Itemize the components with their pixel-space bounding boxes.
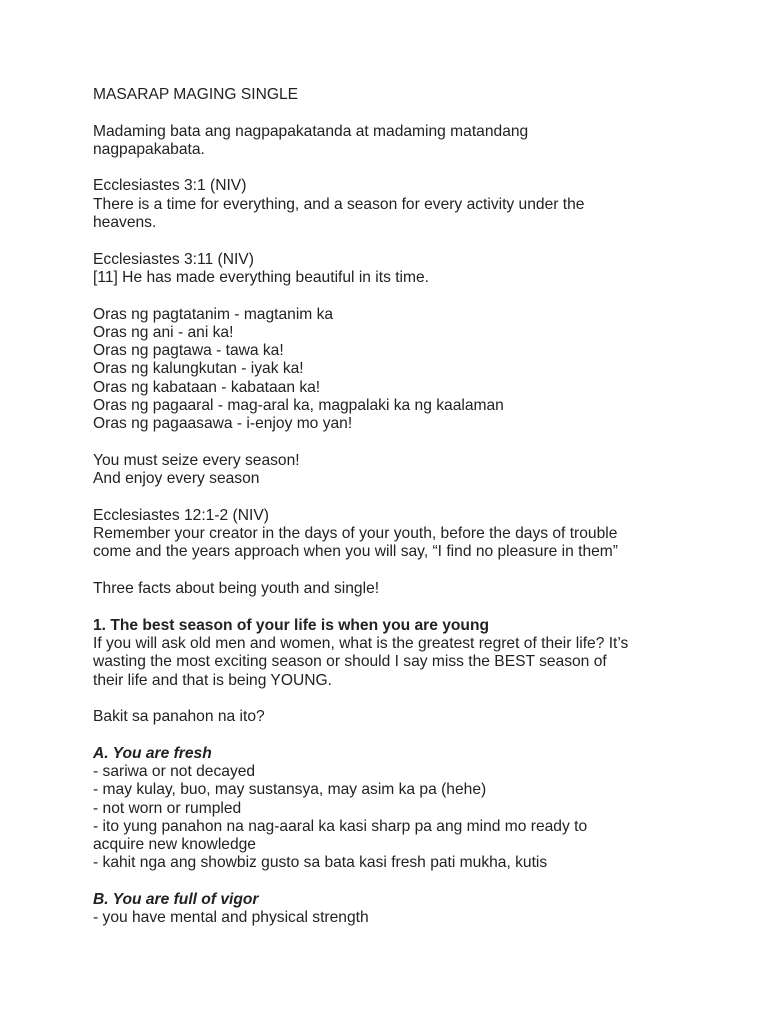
section-heading: B. You are full of vigor [93,891,259,909]
section-heading: A. You are fresh [93,744,212,762]
spacer [93,104,733,122]
bullet-line: - you have mental and physical strength [93,909,369,927]
oras-list-item: Oras ng pagaasawa - i-enjoy mo yan! [93,415,353,433]
paragraph-line: their life and that is being YOUNG. [93,671,332,689]
intro-line: nagpapakabata. [93,140,205,158]
point-heading: 1. The best season of your life is when you are young [93,616,489,634]
bullet-line: - sariwa or not decayed [93,762,256,780]
document-page [93,86,733,928]
seize-line: And enjoy every season [93,470,260,488]
spacer [93,489,733,507]
spacer [93,562,733,580]
oras-list-item: Oras ng pagaaral - mag-aral ka, magpalaki ka ng kaalaman [93,397,504,415]
paragraph-line: wasting the most exciting season or should I say miss the BEST season of [93,653,607,671]
oras-list-item: Oras ng pagtatanim - magtanim ka [93,305,334,323]
paragraph-line: If you will ask old men and women, what is the greatest regret of their life? It’s [93,634,629,652]
oras-list-item: Oras ng kabataan - kabataan ka! [93,378,321,396]
oras-list-item: Oras ng ani - ani ka! [93,323,234,341]
verse-text: Remember your creator in the days of your youth, before the days of trouble [93,525,618,543]
question-line: Bakit sa panahon na ito? [93,708,265,726]
verse-reference: Ecclesiastes 3:11 (NIV) [93,250,254,268]
bullet-line: - may kulay, buo, may sustansya, may asim ka pa (hehe) [93,781,487,799]
bullet-line: - kahit nga ang showbiz gusto sa bata kasi fresh pati mukha, kutis [93,854,548,872]
verse-text: come and the years approach when you will say, “I find no pleasure in them” [93,543,618,561]
bullet-line: - ito yung panahon na nag-aaral ka kasi sharp pa ang mind mo ready to [93,817,588,835]
bullet-line: acquire new knowledge [93,836,256,854]
oras-list-item: Oras ng kalungkutan - iyak ka! [93,360,304,378]
document-title: MASARAP MAGING SINGLE [93,86,299,103]
three-facts-line: Three facts about being youth and single! [93,580,380,598]
verse-reference: Ecclesiastes 3:1 (NIV) [93,177,247,195]
verse-text: [11] He has made everything beautiful in its time. [93,268,430,286]
bullet-line: - not worn or rumpled [93,799,242,817]
spacer [93,873,733,891]
spacer [93,726,733,744]
seize-line: You must seize every season! [93,451,300,469]
spacer [93,598,733,616]
spacer [93,232,733,250]
verse-text: There is a time for everything, and a season for every activity under the [93,195,585,213]
intro-line: Madaming bata ang nagpapakatanda at madaming matandang [93,122,529,140]
oras-list-item: Oras ng pagtawa - tawa ka! [93,342,284,360]
spacer [93,159,733,177]
spacer [93,434,733,452]
spacer [93,287,733,305]
spacer [93,690,733,708]
verse-reference: Ecclesiastes 12:1-2 (NIV) [93,506,269,524]
verse-text: heavens. [93,214,157,232]
